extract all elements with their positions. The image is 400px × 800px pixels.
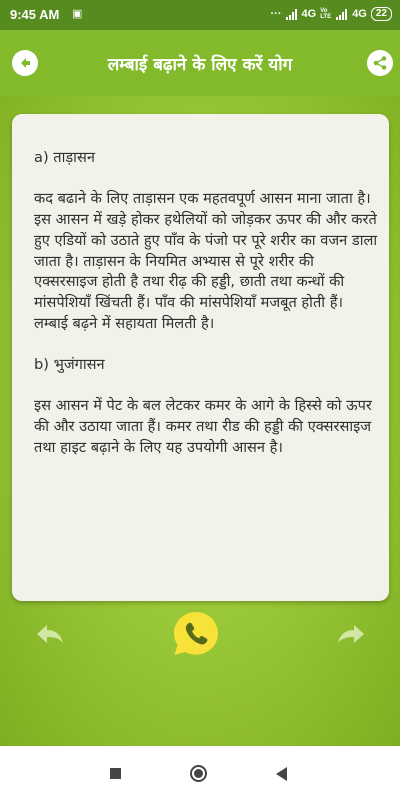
signal-2-icon [336, 9, 348, 20]
share-button[interactable] [367, 50, 393, 76]
paragraph-tadasana: कद बढाने के लिए ताड़ासन एक महतवपूर्ण आसन माना जाता है। इस आसन में खड़े होकर हथेलियों को जोड़कर ऊपर की और करते हुए एडियों को उठाते हुए पाँव के पंजो पर पूरे शरीर का वजन डाला जाता है। ताड़ासन के नियमित अभ्यास से पूरे शरीर की एक्सरसाइज होती है तथा रीढ़ की हड्डी, छाती तथा कन्धों की मांसपेशियाँ खिंचती हैं। पाँव की मांसपेशियाँ मजबूत होती हैं। लम्बाई बढ़ने में सहायता मिलती है। [34, 190, 378, 332]
whatsapp-share-button[interactable] [171, 609, 221, 659]
status-bar [0, 0, 400, 30]
next-button[interactable] [335, 619, 367, 649]
page-title: लम्बाई बढ़ाने के लिए करें योग [107, 55, 293, 75]
paragraph-bhujangasana: इस आसन में पेट के बल लेटकर कमर के आगे के हिस्से को ऊपर की और उठाया जाता हैं। कमर तथा रीड की हड्डी की एक्सरसाइज तथा हाइट बढ़ाने के लिए यह उपयोगी आसन है। [34, 397, 372, 456]
volte-label: Vo LTE [320, 8, 332, 20]
status-time: 9:45 AM [10, 7, 60, 22]
status-icons [271, 7, 393, 21]
battery-icon: 22 [371, 7, 392, 21]
network-2-label: 4G [352, 8, 367, 20]
recents-button[interactable] [110, 768, 121, 779]
network-1-label: 4G [301, 8, 317, 20]
section-heading-bhujangasana: b) भुजंगासन [34, 356, 105, 373]
system-back-button[interactable] [276, 767, 287, 781]
content-card [12, 114, 389, 601]
content-area [0, 96, 400, 746]
forward-arrow-icon [336, 623, 366, 645]
gallery-icon: ▣ [72, 8, 83, 20]
more-dots-icon: ··· [270, 8, 282, 20]
whatsapp-icon [171, 609, 221, 659]
system-nav-bar [0, 746, 400, 800]
share-icon [372, 55, 388, 71]
app-toolbar [0, 30, 400, 96]
section-heading-tadasana: a) ताड़ासन [34, 149, 95, 166]
reply-arrow-icon [35, 623, 65, 645]
previous-button[interactable] [34, 619, 66, 649]
signal-1-icon [286, 9, 298, 20]
home-button[interactable] [190, 765, 207, 782]
